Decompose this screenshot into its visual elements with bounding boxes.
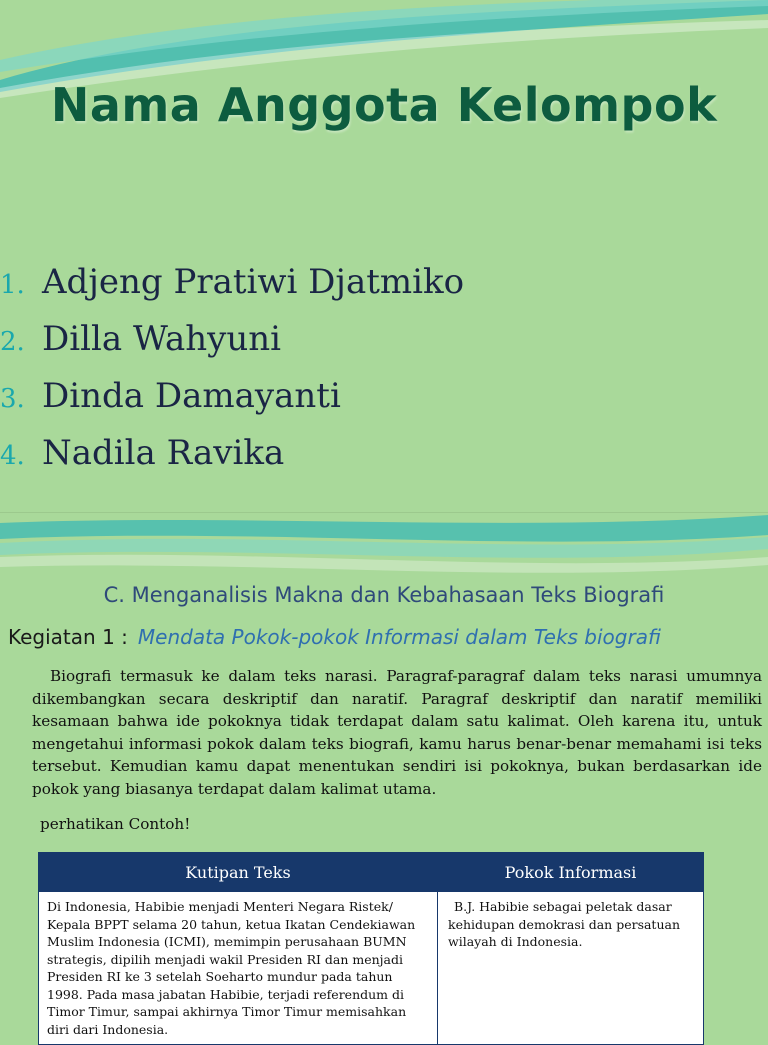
intro-paragraph — [32, 665, 762, 800]
intro-text: Biografi termasuk ke dalam teks narasi. Paragraf-paragraf dalam teks narasi umumnya dikembangkan secara deskriptif dan naratif. Paragraf deskriptif dan naratif memiliki kesamaan bahwa ide pokoknya tidak terdapat dalam satu kalimat. Oleh karena itu, untuk mengetahui informasi pokok dalam teks biografi, kamu harus benar-benar memahami isi teks tersebut. Kemudian kamu dapat menentukan sendiri isi pokoknya, bukan berdasarkan ide pokok yang biasanya terdapat dalam kalimat utama. — [32, 667, 762, 798]
section-heading: C. Menganalisis Makna dan Kebahasaan Teks Biografi — [103, 583, 665, 607]
quote-cell: Di Indonesia, Habibie menjadi Menteri Negara Ristek/ Kepala BPPT selama 20 tahun, ketua Ikatan Cendekiawan Muslim Indonesia (ICMI), memimpin perusahaan BUMN strategis, dipilih menjadi wakil Presiden RI dan menjadi Presiden RI ke 3 setelah Soeharto mundur pada tahun 1998. Pada masa jabatan Habibie, terjadi referendum di Timor Timur, sampai akhirnya Timor Timur memisahkan diri dari Indonesia. — [39, 892, 438, 1045]
activity-title: Mendata Pokok-pokok Informasi dalam Teks biografi — [137, 625, 661, 649]
list-number: 3. — [0, 384, 25, 414]
table-row — [39, 892, 704, 1045]
member-name: Dilla Wahyuni — [42, 319, 281, 359]
list-item — [0, 262, 464, 319]
info-cell — [438, 892, 704, 1045]
member-list — [0, 262, 464, 490]
header-pokok: Pokok Informasi — [438, 853, 704, 892]
activity-label: Kegiatan 1 : — [8, 625, 128, 649]
list-item — [0, 376, 464, 433]
list-item — [0, 319, 464, 376]
header-kutipan: Kutipan Teks — [39, 853, 438, 892]
table-header-row — [39, 853, 704, 892]
example-table — [38, 852, 704, 1045]
member-name: Nadila Ravika — [42, 433, 285, 473]
info-text: B.J. Habibie sebagai peletak dasar kehidupan demokrasi dan persatuan wilayah di Indonesia. — [448, 899, 681, 949]
activity-line — [8, 625, 661, 649]
list-item — [0, 433, 464, 490]
slide-title: Nama Anggota Kelompok — [50, 78, 718, 132]
list-number: 4. — [0, 441, 25, 471]
slide-members — [0, 0, 768, 512]
slide-biografi — [0, 512, 768, 1037]
list-number: 2. — [0, 327, 25, 357]
member-name: Dinda Damayanti — [42, 376, 341, 416]
example-label: perhatikan Contoh! — [40, 815, 191, 833]
member-name: Adjeng Pratiwi Djatmiko — [42, 262, 465, 302]
list-number: 1. — [0, 270, 25, 300]
